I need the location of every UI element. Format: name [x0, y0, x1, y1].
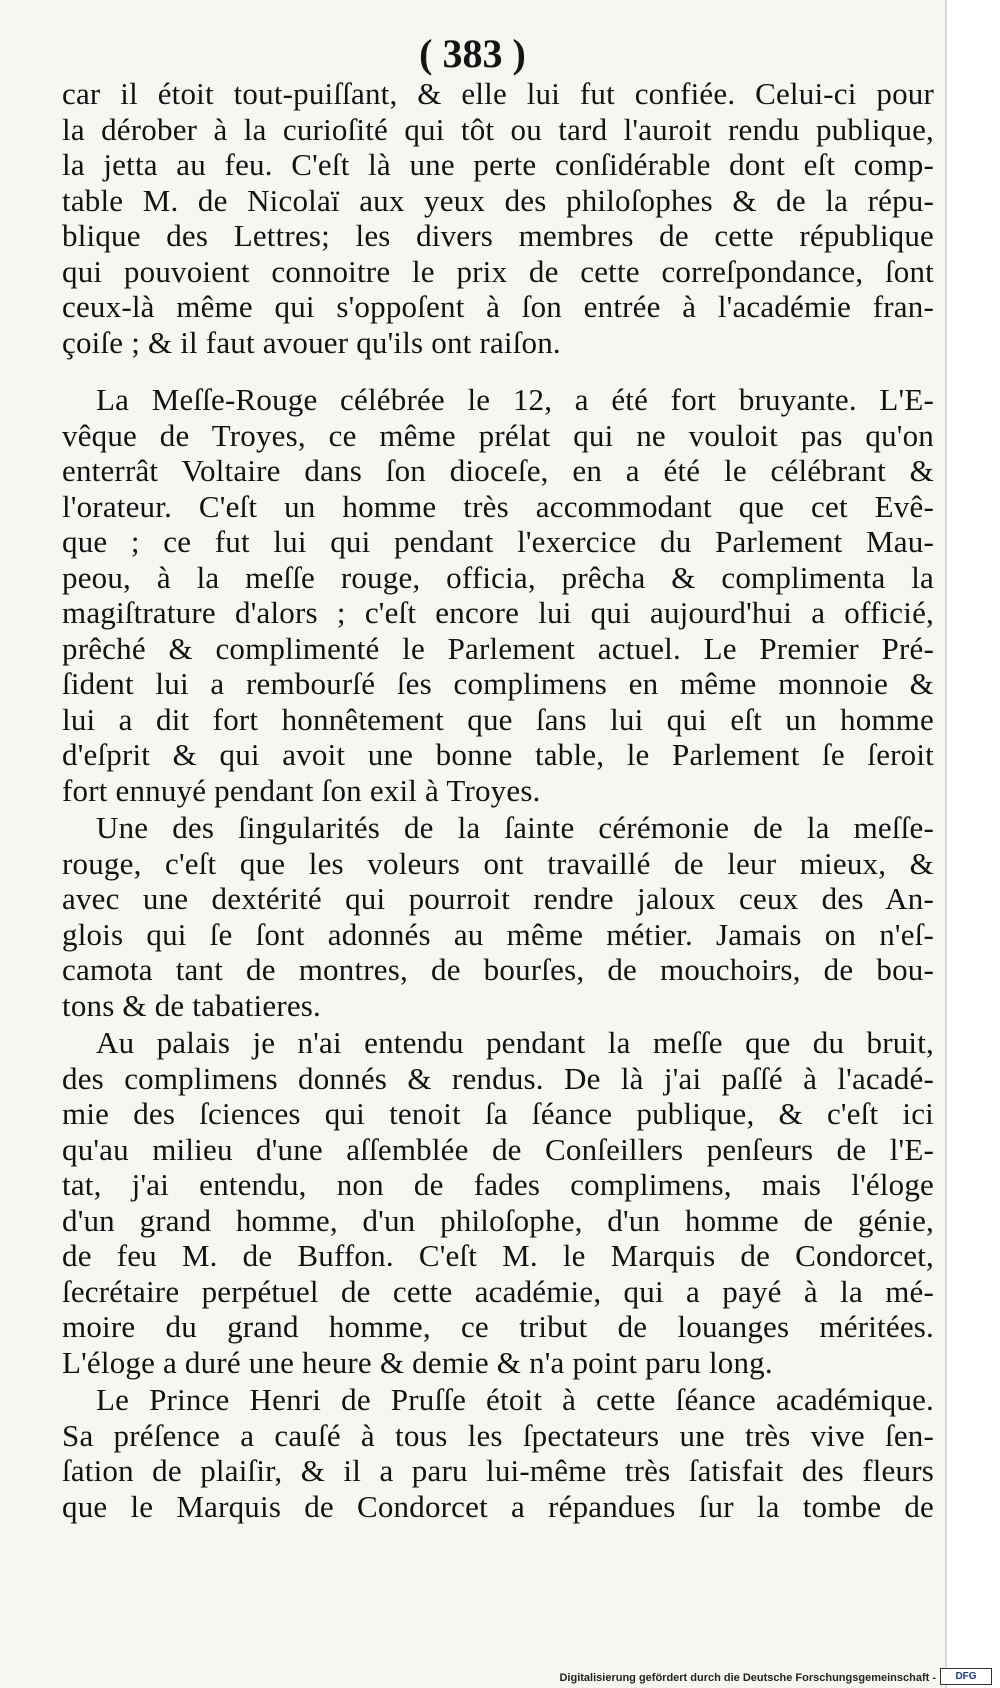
text-line: la dérober à la curioſité qui tôt ou tard l'auroit rendu publique, — [62, 111, 934, 147]
text-line: tat, j'ai entendu, non de fades complimens, mais l'éloge — [62, 1167, 934, 1202]
text-line: que le Marquis de Condorcet a répandues ſur la tombe de — [62, 1488, 934, 1524]
body-text — [62, 76, 934, 1524]
text-line: d'eſprit & qui avoit une bonne table, le Parlement ſe ſeroit — [62, 737, 934, 772]
text-line: Sa préſence a cauſé à tous les ſpectateurs une très vive ſen- — [62, 1417, 934, 1453]
text-line: mie des ſciences qui tenoit ſa ſéance publique, & c'eſt ici — [62, 1096, 934, 1131]
text-line: ſation de plaiſir, & il a paru lui-même très ſatisfait des fleurs — [62, 1453, 934, 1488]
text-line: de feu M. de Buffon. C'eſt M. le Marquis de Condorcet, — [62, 1238, 934, 1273]
text-line: magiſtrature d'alors ; c'eſt encore lui qui aujourd'hui a officié, — [62, 595, 934, 630]
paragraph-5 — [62, 1382, 934, 1524]
text-line: table M. de Nicolaï aux yeux des philoſophes & de la répu- — [62, 182, 934, 218]
text-line: prêché & complimenté le Parlement actuel. Le Premier Pré- — [62, 630, 934, 666]
text-line: Le Prince Henri de Pruſſe étoit à cette ſéance académique. — [96, 1382, 934, 1417]
text-line: blique des Lettres; les divers membres de cette république — [62, 218, 934, 253]
text-line: camota tant de montres, de bourſes, de mouchoirs, de bou- — [62, 952, 934, 987]
text-line: qui pouvoient connoitre le prix de cette correſpondance, ſont — [62, 253, 934, 289]
text-line: car il étoit tout-puiſſant, & elle lui fut confiée. Celui-ci pour — [62, 76, 934, 111]
text-line: qu'au milieu d'une aſſemblée de Conſeillers penſeurs de l'E- — [62, 1131, 934, 1167]
paragraph-4 — [62, 1025, 934, 1380]
text-line: ſident lui a rembourſé ſes complimens en même monnoie & — [62, 666, 934, 701]
text-line: que ; ce fut lui qui pendant l'exercice du Parlement Mau- — [62, 524, 934, 559]
paragraph-2 — [62, 382, 934, 808]
text-line: rouge, c'eſt que les voleurs ont travaillé de leur mieux, & — [62, 845, 934, 881]
page-number: ( 383 ) — [419, 31, 526, 76]
text-line: vêque de Troyes, ce même prélat qui ne vouloit pas qu'on — [62, 417, 934, 453]
text-line: peou, à la meſſe rouge, officia, prêcha & complimenta la — [62, 559, 934, 595]
paragraph-3 — [62, 810, 934, 1023]
text-line: lui a dit fort honnêtement que ſans lui qui eſt un homme — [62, 701, 934, 737]
text-line: L'éloge a duré une heure & demie & n'a point paru long. — [62, 1344, 773, 1380]
text-line: glois qui ſe ſont adonnés au même métier. Jamais on n'eſ- — [62, 916, 934, 952]
text-line: d'un grand homme, d'un philoſophe, d'un homme de génie, — [62, 1202, 934, 1238]
text-line: la jetta au feu. C'eſt là une perte conſidérable dont eſt comp- — [62, 147, 934, 182]
text-line: tons & de tabatieres. — [62, 987, 322, 1023]
text-line: fort ennuyé pendant ſon exil à Troyes. — [62, 772, 541, 808]
text-line: ceux-là même qui s'oppoſent à ſon entrée à l'académie fran- — [62, 289, 934, 324]
text-line: moire du grand homme, ce tribut de louanges méritées. — [62, 1309, 934, 1344]
paragraph-1 — [62, 76, 934, 360]
text-line: l'orateur. C'eſt un homme très accommodant que cet Evê- — [62, 488, 934, 524]
text-line: avec une dextérité qui pourroit rendre jaloux ceux des An- — [62, 881, 934, 916]
text-line: ſecrétaire perpétuel de cette académie, qui a payé à la mé- — [62, 1273, 934, 1309]
text-line: des complimens donnés & rendus. De là j'ai paſſé à l'acadé- — [62, 1060, 934, 1096]
dfg-logo: DFG — [940, 1668, 992, 1685]
text-line: Une des ſingularités de la ſainte cérémonie de la meſſe- — [96, 810, 934, 845]
digitization-credit: Digitalisierung gefördert durch die Deutsche Forschungsgemeinschaft - — [559, 1672, 936, 1684]
text-line: Au palais je n'ai entendu pendant la meſſe que du bruit, — [96, 1025, 934, 1060]
text-line: çoiſe ; & il faut avouer qu'ils ont raiſon. — [62, 324, 561, 360]
text-line: enterrât Voltaire dans ſon dioceſe, en a été le célébrant & — [62, 453, 934, 488]
text-line: La Meſſe-Rouge célébrée le 12, a été fort bruyante. L'E- — [96, 382, 934, 417]
